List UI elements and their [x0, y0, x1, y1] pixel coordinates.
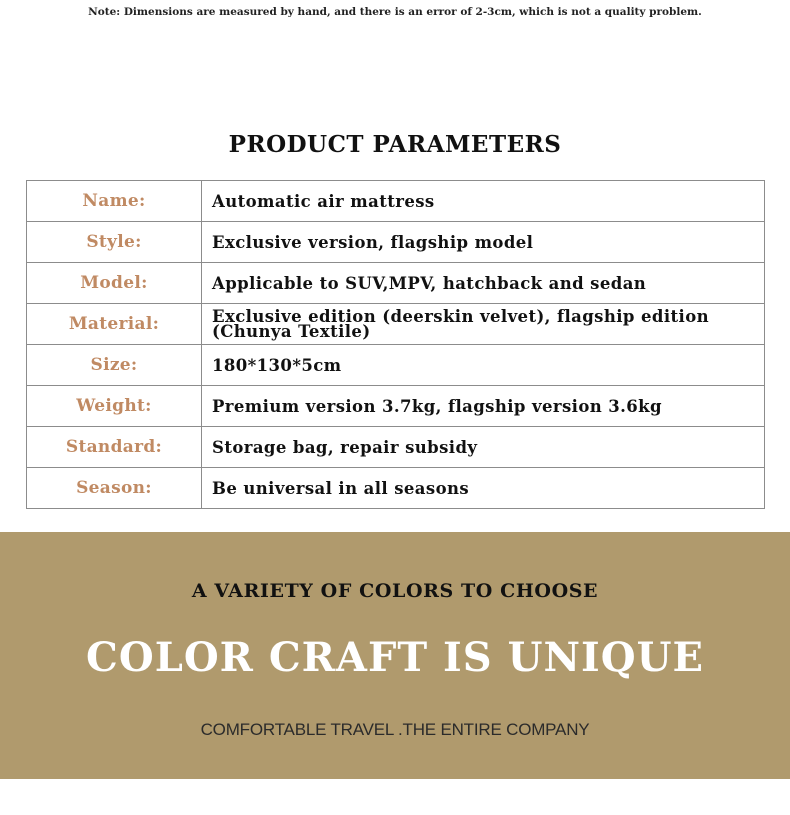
measurement-note: Note: Dimensions are measured by hand, and there is an error of 2-3cm, which is not a quality problem. [88, 6, 702, 18]
parameter-value: Storage bag, repair subsidy [202, 427, 765, 468]
parameter-value: Applicable to SUV,MPV, hatchback and sedan [202, 263, 765, 304]
parameter-label: Standard: [27, 427, 202, 468]
parameter-value: Exclusive version, flagship model [202, 222, 765, 263]
table-row [27, 222, 765, 263]
parameter-value: Premium version 3.7kg, flagship version 3.6kg [202, 386, 765, 427]
parameter-value: 180*130*5cm [202, 345, 765, 386]
banner-subtitle: A VARIETY OF COLORS TO CHOOSE [191, 580, 599, 602]
color-banner [0, 532, 790, 779]
parameter-value: Automatic air mattress [202, 181, 765, 222]
table-row [27, 427, 765, 468]
parameter-label: Model: [27, 263, 202, 304]
parameter-value: Exclusive edition (deerskin velvet), flagship edition (Chunya Textile) [202, 304, 765, 345]
parameter-label: Style: [27, 222, 202, 263]
banner-tagline: COMFORTABLE TRAVEL .THE ENTIRE COMPANY [200, 720, 590, 739]
table-row [27, 181, 765, 222]
parameter-label: Material: [27, 304, 202, 345]
parameter-label: Size: [27, 345, 202, 386]
table-row [27, 386, 765, 427]
table-row [27, 345, 765, 386]
table-row [27, 304, 765, 345]
product-parameters-table [26, 180, 765, 509]
section-title: PRODUCT PARAMETERS [228, 131, 562, 158]
parameter-label: Season: [27, 468, 202, 509]
parameter-label: Name: [27, 181, 202, 222]
parameter-label: Weight: [27, 386, 202, 427]
banner-headline: COLOR CRAFT IS UNIQUE [86, 634, 704, 681]
parameter-value: Be universal in all seasons [202, 468, 765, 509]
table-row [27, 468, 765, 509]
table-row [27, 263, 765, 304]
